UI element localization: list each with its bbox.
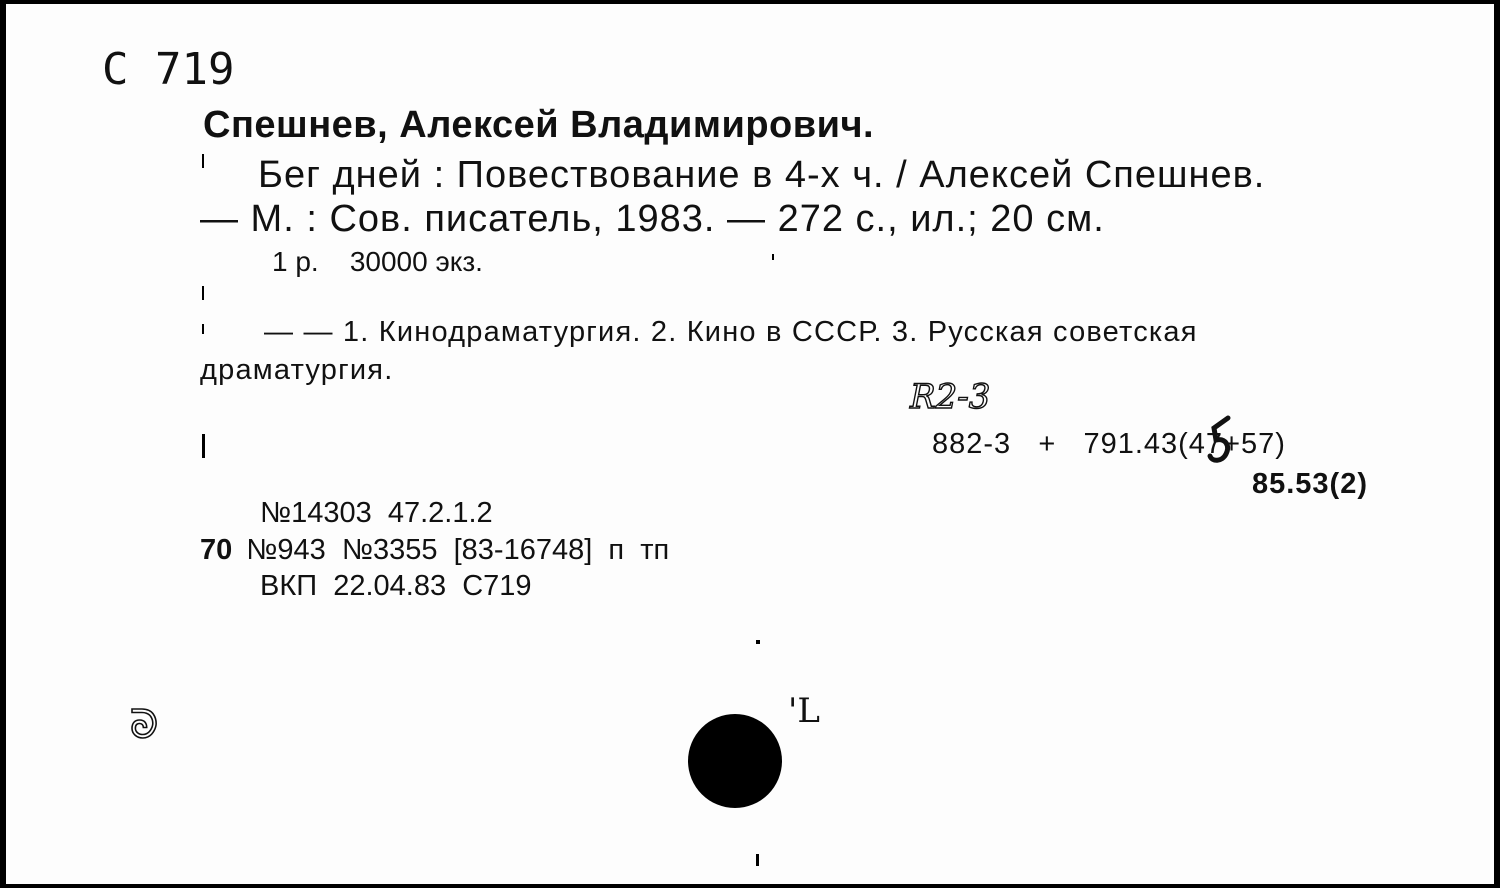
imprint-statement: — М. : Сов. писатель, 1983. — 272 с., ил.; 20 см.: [200, 198, 1105, 240]
scan-speck: [202, 286, 204, 300]
classification-numbers: 882-3 + 791.43(47+57): [932, 428, 1286, 460]
title-statement: Бег дней : Повествование в 4-х ч. / Алексей Спешнев.: [258, 154, 1266, 196]
author-heading: Спешнев, Алексей Владимирович.: [203, 104, 875, 146]
subject-headings-continued: драматургия.: [200, 354, 394, 386]
scan-speck: [756, 854, 759, 866]
handwritten-correction-mark: [1204, 414, 1238, 470]
handwritten-note: [906, 368, 1046, 420]
scan-speck: [202, 434, 205, 458]
registry-date: ВКП 22.04.83 С719: [260, 570, 532, 602]
svg-text:R2-3: R2-3: [910, 377, 991, 417]
corner-marker: 'L: [788, 691, 820, 731]
catalog-card: [6, 4, 1494, 884]
scan-speck: [202, 154, 204, 168]
price-and-print-run: 1 р. 30000 экз.: [272, 246, 483, 277]
svg-text:ᘐ: ᘐ: [130, 702, 159, 748]
registry-number: №14303 47.2.1.2: [260, 497, 493, 529]
subject-headings: — — 1. Кинодраматургия. 2. Кино в СССР. 3. Русская советская: [264, 316, 1198, 348]
registry-details-text: №943 №3355 [83-16748] п тп: [246, 534, 670, 566]
classification-secondary: 85.53(2): [1251, 468, 1368, 500]
scan-speck: [772, 254, 774, 260]
scan-speck: [202, 324, 204, 334]
registry-details: [200, 536, 669, 565]
punch-hole: [688, 714, 782, 808]
scan-speck: [756, 640, 760, 644]
call-number: С 719: [102, 44, 235, 95]
handwritten-mark: [124, 694, 200, 754]
registry-prefix: 70: [200, 534, 233, 566]
